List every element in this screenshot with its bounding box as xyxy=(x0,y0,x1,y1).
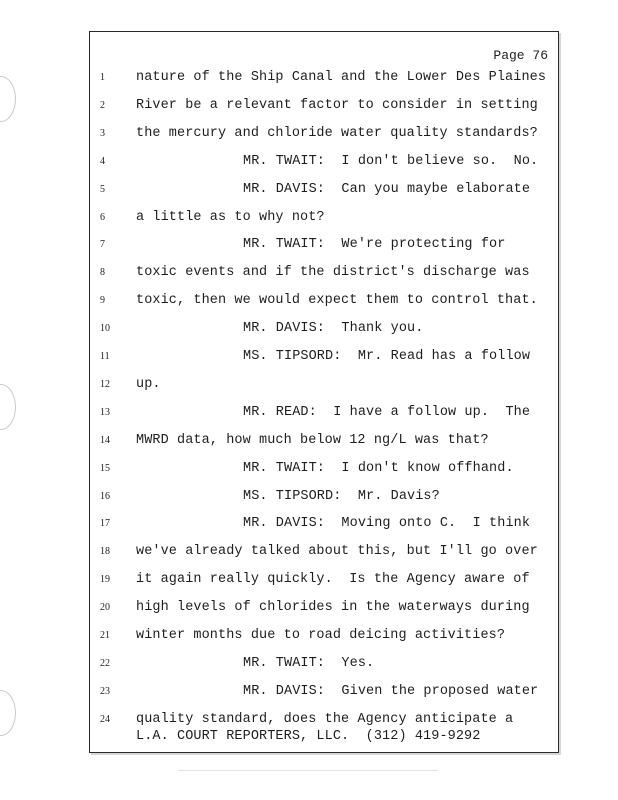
line-text: a little as to why not? xyxy=(136,209,325,225)
line-number: 21 xyxy=(100,630,110,641)
line-number: 23 xyxy=(100,685,110,697)
line-text: it again really quickly. Is the Agency aware of xyxy=(136,572,530,588)
line-number: 10 xyxy=(100,323,110,335)
bottom-smudge xyxy=(178,770,438,771)
line-number: 14 xyxy=(100,434,110,446)
transcript-line xyxy=(90,153,556,173)
transcript-line xyxy=(90,209,556,229)
line-text: toxic, then we would expect them to control that. xyxy=(136,293,538,309)
line-text: River be a relevant factor to consider in setting xyxy=(136,97,538,113)
line-text: MR. DAVIS: Thank you. xyxy=(243,321,424,337)
line-number: 15 xyxy=(100,462,110,474)
line-number: 7 xyxy=(100,239,105,251)
line-text: MR. READ: I have a follow up. The xyxy=(243,404,531,420)
transcript-line xyxy=(90,515,556,535)
line-number: 17 xyxy=(100,518,110,530)
line-text: MS. TIPSORD: Mr. Davis? xyxy=(243,488,440,504)
line-text: MR. TWAIT: We're protecting for xyxy=(243,237,506,253)
line-number: 24 xyxy=(100,713,110,725)
transcript-page xyxy=(89,31,559,753)
reporter-footer: L.A. COURT REPORTERS, LLC. (312) 419-9292 xyxy=(136,729,481,744)
line-text: MR. DAVIS: Given the proposed water xyxy=(243,683,539,699)
transcript-line xyxy=(90,125,556,145)
transcript-line xyxy=(90,711,556,731)
line-text: MR. TWAIT: I don't know offhand. xyxy=(243,460,514,476)
line-text: MS. TIPSORD: Mr. Read has a follow xyxy=(243,349,531,364)
binder-hole-top xyxy=(0,76,16,122)
binder-hole-bottom xyxy=(0,690,16,736)
transcript-line xyxy=(90,599,556,619)
line-text: MWRD data, how much below 12 ng/L was that? xyxy=(136,432,489,448)
transcript-line xyxy=(90,348,556,368)
line-number: 1 xyxy=(100,72,105,83)
line-text: MR. TWAIT: Yes. xyxy=(243,655,375,671)
line-text: nature of the Ship Canal and the Lower Des Plaines xyxy=(136,70,547,85)
transcript-line xyxy=(90,543,556,563)
binder-hole-middle xyxy=(0,384,16,430)
line-text: the mercury and chloride water quality standards? xyxy=(136,125,538,141)
line-number: 4 xyxy=(100,155,105,167)
transcript-line xyxy=(90,69,556,89)
line-number: 9 xyxy=(100,295,105,307)
transcript-line xyxy=(90,460,556,480)
page-number: Page 76 xyxy=(493,48,548,63)
line-number: 16 xyxy=(100,490,110,502)
line-number: 3 xyxy=(100,127,105,139)
line-number: 5 xyxy=(100,183,105,195)
line-number: 2 xyxy=(100,99,105,111)
line-text: toxic events and if the district's discharge was xyxy=(136,265,530,281)
transcript-line xyxy=(90,655,556,675)
line-text: we've already talked about this, but I'll go over xyxy=(136,544,538,560)
transcript-line xyxy=(90,181,556,201)
line-number: 12 xyxy=(100,378,110,390)
line-text: MR. TWAIT: I don't believe so. No. xyxy=(243,153,539,169)
transcript-line xyxy=(90,97,556,117)
transcript-line xyxy=(90,571,556,591)
line-number: 11 xyxy=(100,351,110,362)
transcript-line xyxy=(90,376,556,396)
transcript-line xyxy=(90,264,556,284)
transcript-line xyxy=(90,683,556,703)
line-text: winter months due to road deicing activities? xyxy=(136,628,506,643)
transcript-line xyxy=(90,627,556,647)
transcript-line xyxy=(90,236,556,256)
transcript-line xyxy=(90,404,556,424)
line-number: 20 xyxy=(100,602,110,614)
line-text: MR. DAVIS: Can you maybe elaborate xyxy=(243,181,531,197)
transcript-line xyxy=(90,292,556,312)
line-text: MR. DAVIS: Moving onto C. I think xyxy=(243,516,531,532)
transcript-line xyxy=(90,320,556,340)
line-text: up. xyxy=(136,376,161,392)
line-number: 13 xyxy=(100,406,110,418)
line-number: 8 xyxy=(100,267,105,279)
transcript-line xyxy=(90,488,556,508)
transcript-line xyxy=(90,432,556,452)
line-text: high levels of chlorides in the waterways during xyxy=(136,600,530,616)
line-number: 22 xyxy=(100,657,110,669)
line-number: 6 xyxy=(100,211,105,223)
line-number: 18 xyxy=(100,546,110,558)
line-number: 19 xyxy=(100,574,110,586)
line-text: quality standard, does the Agency anticipate a xyxy=(136,711,514,727)
